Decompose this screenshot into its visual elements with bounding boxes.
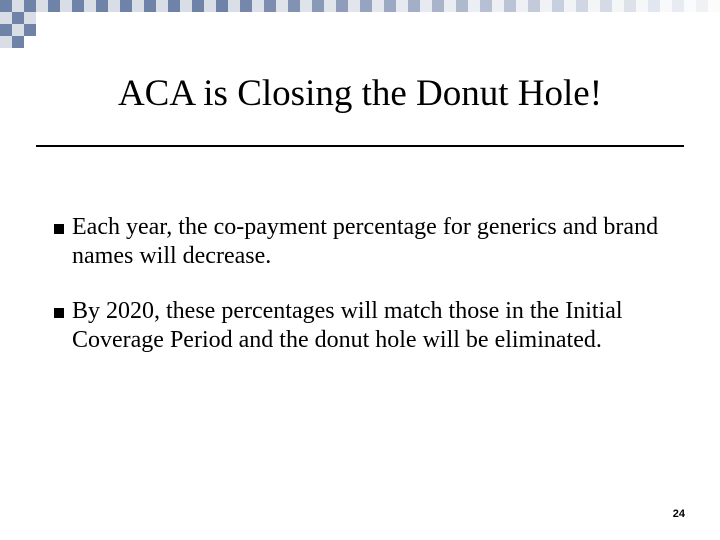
bullet-text: Each year, the co-payment percentage for generics and brand names will decrease.	[72, 214, 659, 269]
square-bullet-icon	[54, 224, 64, 234]
page-number: 24	[672, 508, 685, 520]
slide-title: ACA is Closing the Donut Hole!	[117, 73, 603, 114]
bullet-text: By 2020, these percentages will match those in the Initial Coverage Period and the donut hole will be eliminated.	[72, 298, 623, 353]
square-bullet-icon	[54, 308, 64, 318]
